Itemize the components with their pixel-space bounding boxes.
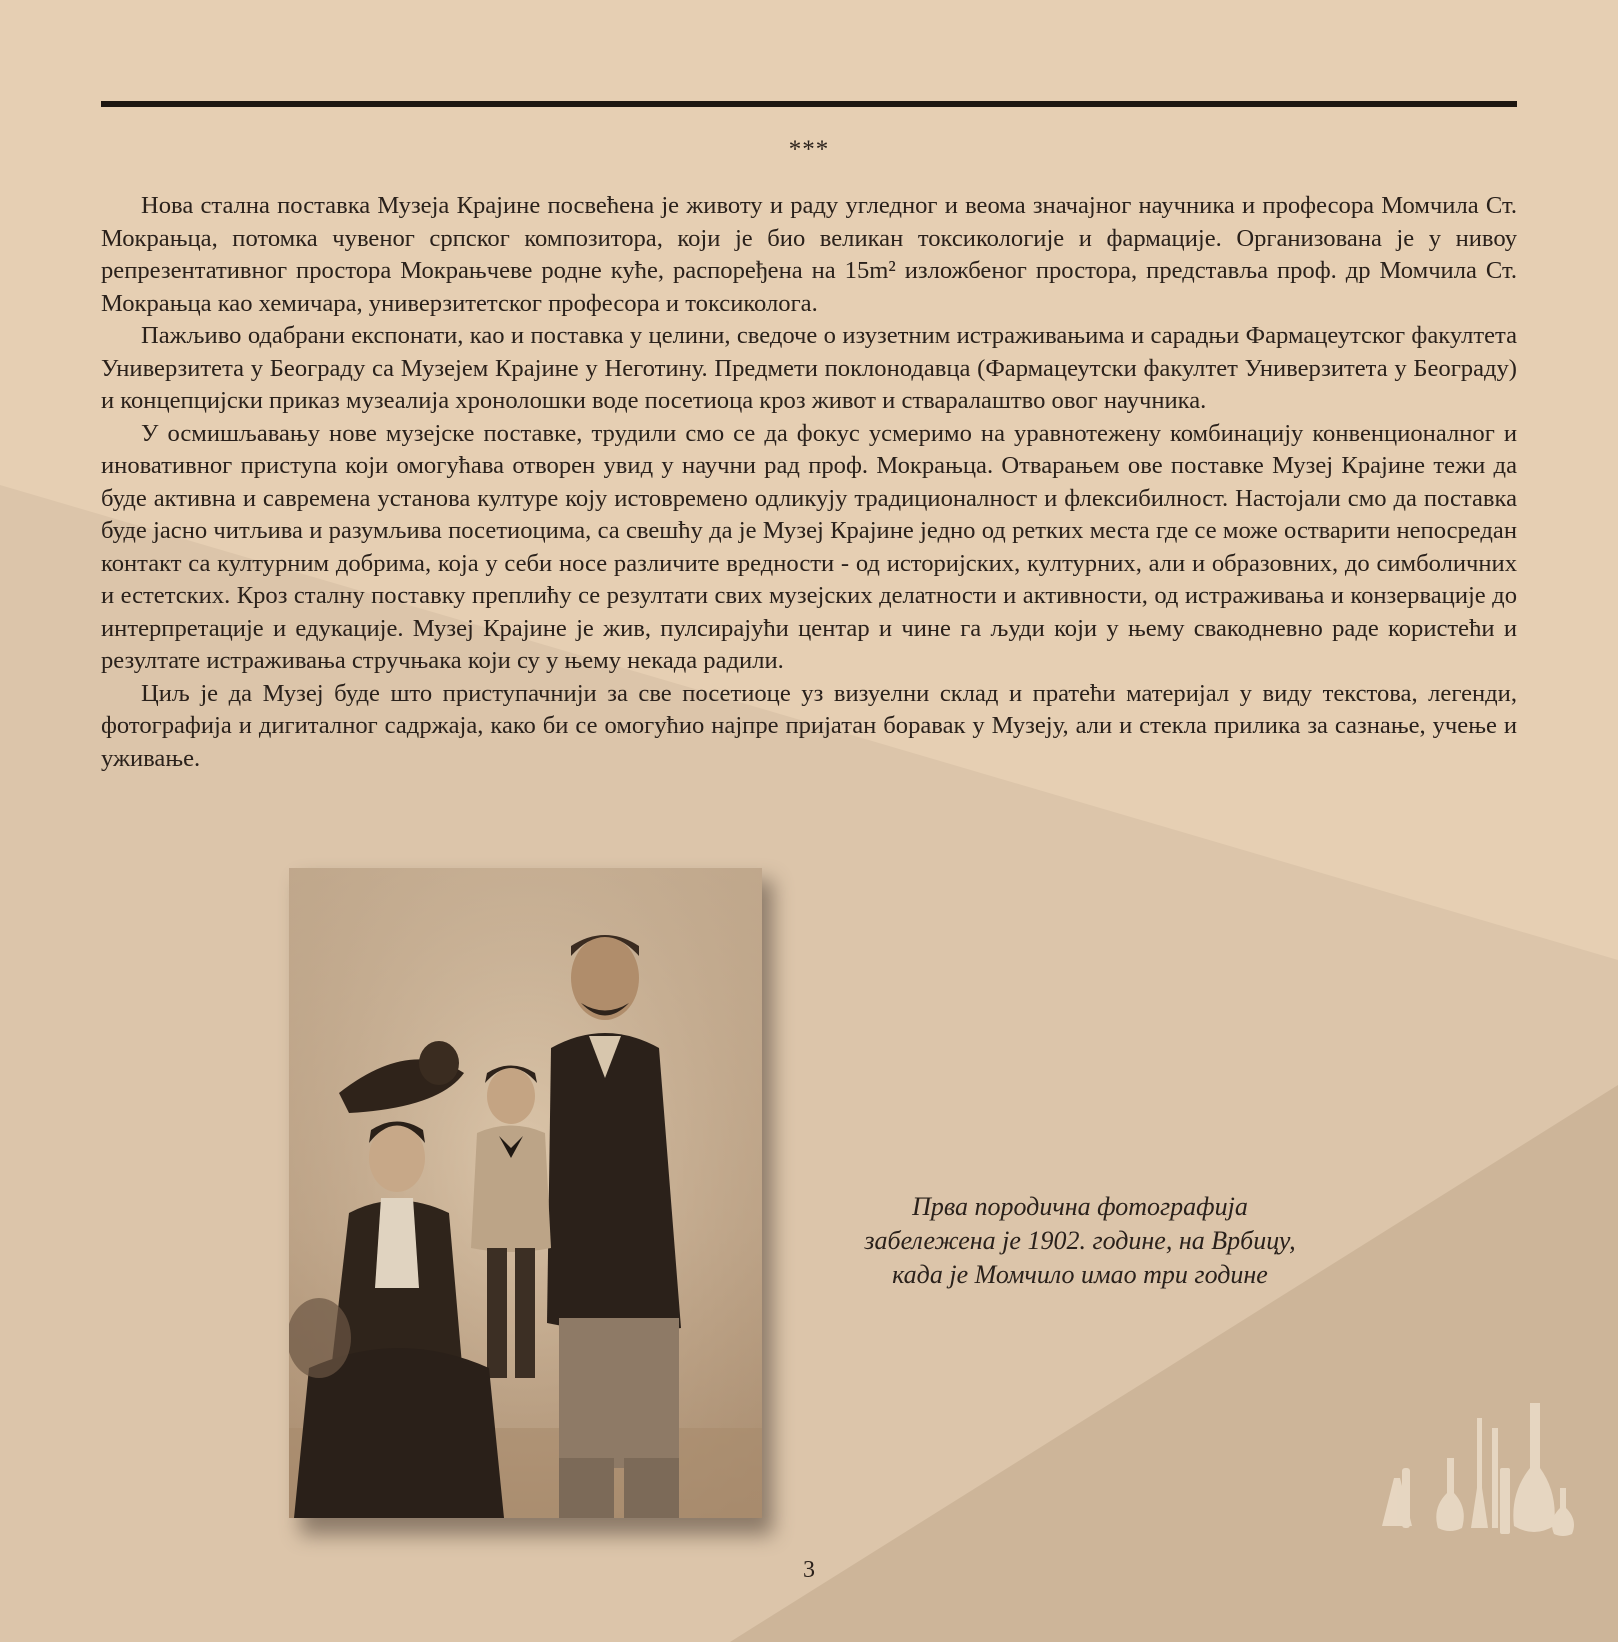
- caption-line-3: када је Момчило имао три године: [892, 1260, 1268, 1289]
- photo-caption: [820, 1190, 1340, 1292]
- body-text: [101, 190, 1517, 775]
- page-number: 3: [803, 1557, 815, 1583]
- family-photograph: [289, 868, 762, 1518]
- caption-line-2: забележена је 1902. године, на Врбицу,: [864, 1226, 1296, 1255]
- caption-line-1: Прва породична фотографија: [912, 1192, 1248, 1221]
- paragraph-1: Нова стална поставка Музеја Крајине посвећена је животу и раду угледног и веома значајног научника и професора Момчила Ст. Мокрањца, потомка чувеног српског композитора, који је био великан токсикологије и фармације. Организована је у нивоу репрезентативног простора Мокрањчеве родне куће, распоређена на 15m² изложбеног простора, представља проф. др Момчила Ст. Мокрањца као хемичара, универзитетског професора и токсиколога.: [101, 192, 1517, 317]
- laboratory-glassware-icon: [1382, 1398, 1582, 1548]
- paragraph-4: Циљ је да Музеј буде што приступачнији за све посетиоце уз визуелни склад и пратећи материјал у виду текстова, легенди, фотографија и дигиталног садржаја, како би се омогућио најпре пријатан боравак у Музеју, али и стекла прилика за сазнање, учење и уживање.: [101, 679, 1517, 772]
- section-separator: ***: [788, 136, 830, 163]
- paragraph-2: Пажљиво одабрани експонати, као и поставка у целини, сведоче о изузетним истраживањима и сарадњи Фармацеутског факултета Универзитета у Београду са Музејем Крајине у Неготину. Предмети поклонодавца (Фармацеутски факултет Универзитета у Београду) и концепцијски приказ музеалија хронолошки воде посетиоца кроз живот и стваралаштво овог научника.: [101, 322, 1517, 414]
- paragraph-3: У осмишљавању нове музејске поставке, трудили смо се да фокус усмеримо на уравнотежену комбинацију конвенционалног и иновативног приступа који омогућава отворен увид у научни рад проф. Мокрањца. Отварањем ове поставке Музеј Крајине тежи да буде активна и савремена установа културе коју истовремено одликују традиционалност и флексибилност. Настојали смо да поставка буде јасно читљива и разумљива посетиоцима, са свешћу да је Музеј Крајине једно од ретких места где се може остварити непосредан контакт са културним добрима, која у себи носе различите вредности - од историјских, културних, али и образовних, до симболичних и естетских. Кроз сталну поставку преплићу се резултати свих музејских делатности и активности, од истраживања и конзервације до интерпретације и едукације. Музеј Крајине је жив, пулсирајући центар и чине га људи који у њему свакодневно раде користећи и резултате истраживања стручњака који су у њему некада радили.: [101, 419, 1517, 674]
- sepia-family-portrait: [289, 868, 762, 1518]
- top-rule: [101, 101, 1517, 107]
